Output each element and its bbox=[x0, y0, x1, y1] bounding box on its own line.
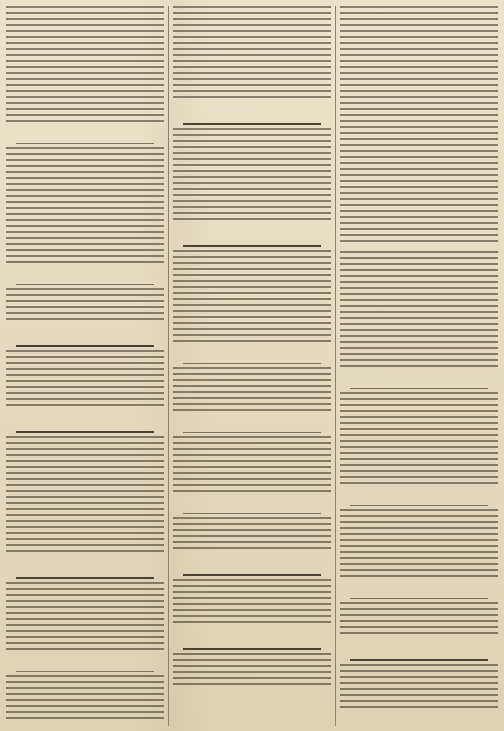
article-block bbox=[340, 6, 498, 246]
article-text bbox=[340, 251, 498, 371]
article-heading bbox=[16, 329, 154, 347]
article-block bbox=[6, 131, 164, 267]
column-2 bbox=[173, 6, 336, 726]
article-heading bbox=[16, 561, 154, 579]
article-text-continued bbox=[340, 126, 498, 246]
article-text bbox=[173, 6, 331, 102]
article-heading bbox=[350, 376, 488, 389]
article-block bbox=[6, 6, 164, 126]
article-block bbox=[173, 229, 331, 346]
article-block bbox=[173, 420, 331, 496]
article-heading bbox=[16, 659, 154, 672]
column-3 bbox=[340, 6, 498, 726]
article-heading bbox=[16, 131, 154, 144]
article-heading bbox=[16, 272, 154, 285]
article-block bbox=[340, 586, 498, 638]
article-block bbox=[6, 659, 164, 723]
article-text bbox=[6, 675, 164, 723]
article-text bbox=[340, 6, 498, 126]
article-heading bbox=[183, 420, 321, 433]
article-block bbox=[6, 561, 164, 654]
article-heading bbox=[350, 493, 488, 506]
article-heading bbox=[183, 558, 321, 576]
column-layout bbox=[6, 6, 498, 726]
article-heading bbox=[350, 586, 488, 599]
article-block bbox=[173, 351, 331, 415]
article-text bbox=[6, 582, 164, 654]
article-text bbox=[340, 664, 498, 712]
article-heading bbox=[183, 501, 321, 514]
article-block bbox=[173, 632, 331, 689]
article-text bbox=[173, 436, 331, 496]
article-text bbox=[340, 602, 498, 638]
article-heading bbox=[183, 107, 321, 125]
article-block bbox=[6, 272, 164, 324]
article-block bbox=[340, 493, 498, 581]
article-heading bbox=[183, 632, 321, 650]
article-text bbox=[340, 392, 498, 488]
article-block bbox=[173, 107, 331, 224]
article-block bbox=[6, 329, 164, 410]
article-heading bbox=[183, 229, 321, 247]
article-text bbox=[173, 128, 331, 224]
column-1 bbox=[6, 6, 169, 726]
article-text bbox=[173, 250, 331, 346]
article-block bbox=[173, 501, 331, 553]
article-block bbox=[340, 251, 498, 371]
article-heading bbox=[16, 415, 154, 433]
article-text bbox=[6, 147, 164, 267]
article-text bbox=[340, 509, 498, 581]
article-block bbox=[173, 6, 331, 102]
article-text bbox=[173, 367, 331, 415]
article-heading bbox=[350, 643, 488, 661]
article-text bbox=[6, 288, 164, 324]
article-block bbox=[340, 643, 498, 712]
article-text bbox=[173, 579, 331, 627]
article-text bbox=[173, 653, 331, 689]
article-block bbox=[6, 415, 164, 556]
article-text bbox=[6, 350, 164, 410]
article-block bbox=[340, 376, 498, 488]
article-text bbox=[173, 517, 331, 553]
article-text bbox=[6, 436, 164, 556]
article-block bbox=[173, 558, 331, 627]
article-heading bbox=[183, 351, 321, 364]
article-text bbox=[6, 6, 164, 126]
